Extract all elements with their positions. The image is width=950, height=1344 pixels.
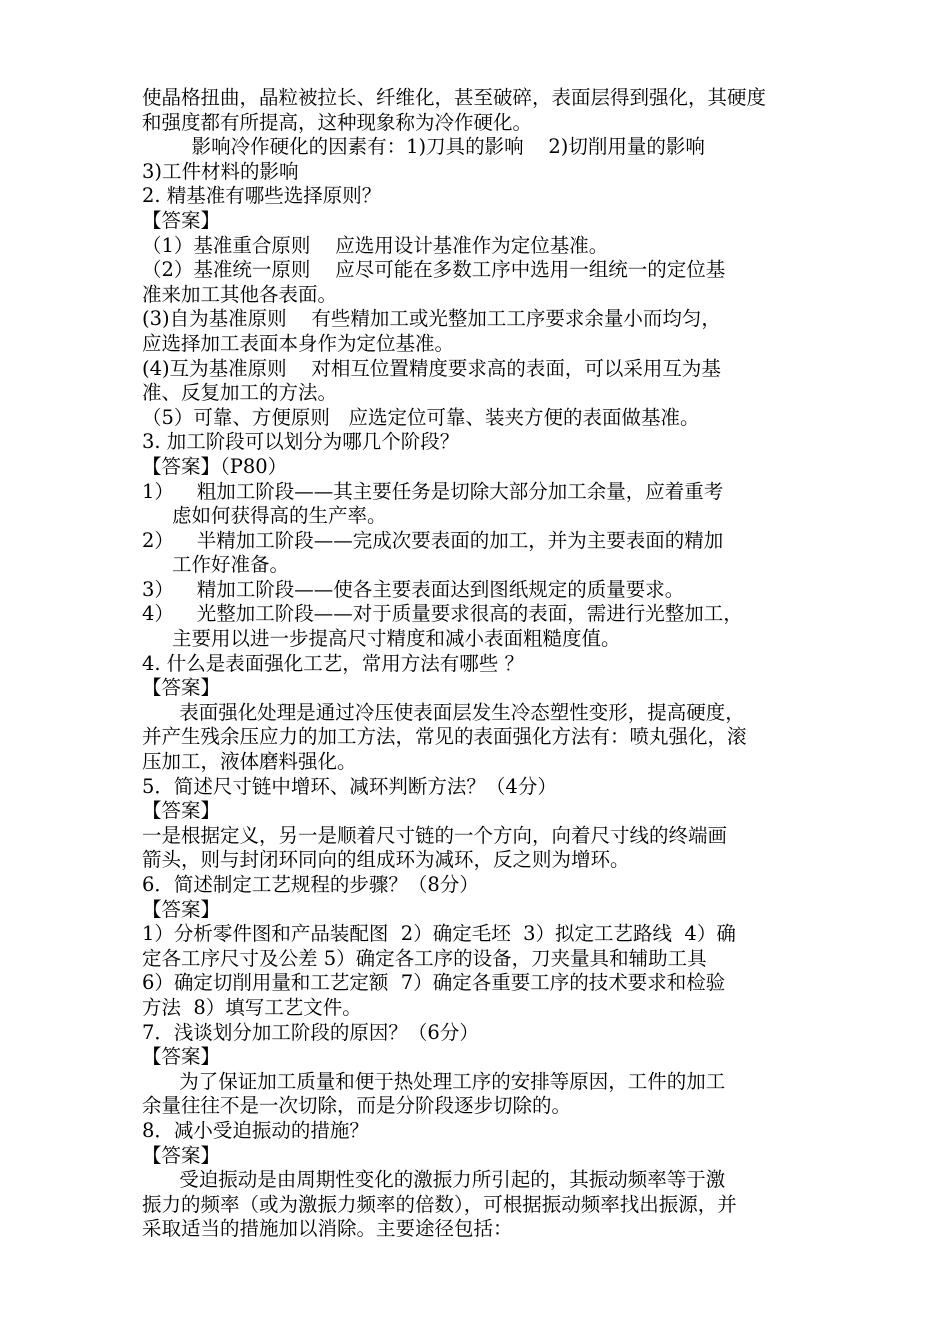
- list-item-text: 光整加工阶段——对于质量要求很高的表面，需进行光整加工，: [172, 602, 743, 626]
- text-line: 箭头，则与封闭环同向的组成环为减环，反之则为增环。: [142, 848, 630, 872]
- list-item-number: 4）: [142, 602, 174, 626]
- question-2: 2. 精基准有哪些选择原则？: [142, 184, 382, 208]
- list-item: [142, 529, 818, 578]
- text-line: (3)自为基准原则 有些精加工或光整加工工序要求余量小而均匀，: [142, 307, 721, 331]
- text-line: 压加工，液体磨料强化。: [142, 750, 357, 774]
- text-line: 定各工序尺寸及公差 5）确定各工序的设备，刀夹量具和辅助工具: [142, 946, 707, 970]
- text-line: 应选择加工表面本身作为定位基准。: [142, 331, 455, 355]
- list-item-text: 精加工阶段——使各主要表面达到图纸规定的质量要求。: [172, 577, 685, 601]
- text-line: 准、反复加工的方法。: [142, 381, 338, 405]
- list-item-text: 粗加工阶段——其主要任务是切除大部分加工余量，应着重考: [172, 479, 724, 503]
- text-line: （5）可靠、方便原则 应选定位可靠、装夹方便的表面做基准。: [142, 405, 700, 429]
- list-item-text: 工作好准备。: [172, 553, 290, 577]
- list-item-number: 2）: [142, 528, 174, 552]
- text-line: 3)工件材料的影响: [142, 159, 299, 183]
- text-line: (4)互为基准原则 对相互位置精度要求高的表面，可以采用互为基: [142, 356, 721, 380]
- text-line: 和强度都有所提高，这种现象称为冷作硬化。: [142, 110, 533, 134]
- document-body: [142, 86, 818, 1242]
- text-line: 方法 8）填写工艺文件。: [142, 995, 362, 1019]
- text-line: 6）确定切削用量和工艺定额 7）确定各重要工序的技术要求和检验: [142, 971, 726, 995]
- question-7: 7．浅谈划分加工阶段的原因？（6分）: [142, 1020, 479, 1044]
- answer-label: 【答案】: [142, 208, 221, 232]
- text-line: 1）分析零件图和产品装配图 2）确定毛坯 3）拟定工艺路线 4）确: [142, 922, 736, 946]
- text-line: 准来加工其他各表面。: [142, 282, 338, 306]
- answer-label: 【答案】: [142, 1143, 221, 1167]
- question-3: 3. 加工阶段可以划分为哪几个阶段？: [142, 430, 460, 454]
- text-line: 使晶格扭曲，晶粒被拉长、纤维化，甚至破碎，表面层得到强化，其硬度: [142, 86, 767, 109]
- text-line: （1）基准重合原则 应选用设计基准作为定位基准。: [142, 233, 609, 257]
- list-item-text: 主要用以进一步提高尺寸精度和减小表面粗糙度值。: [172, 627, 621, 651]
- text-line: 受迫振动是由周期性变化的激振力所引起的，其振动频率等于激: [142, 1168, 726, 1192]
- question-8: 8．减小受迫振动的措施？: [142, 1118, 369, 1142]
- question-6: 6．简述制定工艺规程的步骤？（8分）: [142, 873, 479, 896]
- answer-label: 【答案】: [142, 799, 221, 823]
- answer-label: 【答案】: [142, 1045, 221, 1069]
- text-line: 为了保证加工质量和便于热处理工序的安排等原因，工件的加工: [142, 1069, 726, 1093]
- answer-label: 【答案】: [142, 676, 221, 700]
- text-line: （2）基准统一原则 应尽可能在多数工序中选用一组统一的定位基: [142, 258, 726, 282]
- list-item-text: 虑如何获得高的生产率。: [172, 504, 387, 528]
- answer-label: 【答案】（P80）: [142, 454, 288, 478]
- list-item-number: 1）: [142, 479, 174, 503]
- text-line: 余量往往不是一次切除，而是分阶段逐步切除的。: [142, 1094, 572, 1118]
- list-item: [142, 578, 818, 603]
- text-line: 振力的频率（或为激振力频率的倍数），可根据振动频率找出振源，并: [142, 1192, 737, 1216]
- text-line: 采取适当的措施加以消除。主要途径包括：: [142, 1217, 513, 1241]
- text-line: 并产生残余压应力的加工方法，常见的表面强化方法有：喷丸强化，滚: [142, 725, 747, 749]
- list-item-number: 3）: [142, 577, 174, 601]
- list-item-text: 半精加工阶段——完成次要表面的加工，并为主要表面的精加: [172, 528, 724, 552]
- question-4: 4. 什么是表面强化工艺，常用方法有哪些 ？: [142, 651, 525, 675]
- text-line: 影响冷作硬化的因素有：1)刀具的影响 2)切削用量的影响: [142, 135, 705, 159]
- text-line: 表面强化处理是通过冷压使表面层发生冷态塑性变形，提高硬度，: [142, 700, 745, 724]
- answer-label: 【答案】: [142, 897, 221, 921]
- list-item: [142, 602, 818, 651]
- question-5: 5．简述尺寸链中增环、减环判断方法？（4分）: [142, 774, 557, 798]
- text-line: 一是根据定义，另一是顺着尺寸链的一个方向，向着尺寸线的终端画: [142, 823, 728, 847]
- list-item: [142, 480, 818, 529]
